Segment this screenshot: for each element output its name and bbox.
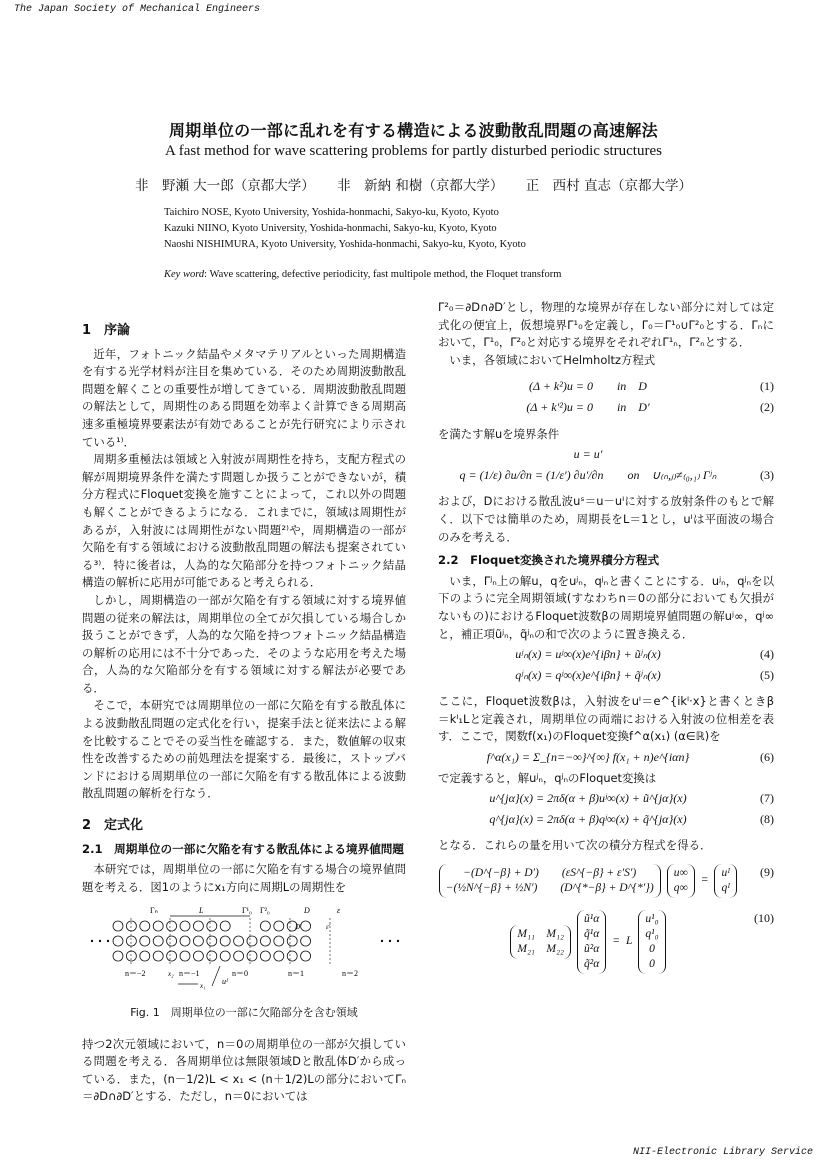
fig-label-dprime: D′ bbox=[295, 923, 302, 932]
ellipsis-dot bbox=[389, 940, 391, 942]
fig-label-n-minus-2: n＝−2 bbox=[125, 969, 146, 979]
right-column bbox=[438, 299, 774, 977]
right-para-8: となる．これらの量を用いて次の積分方程式を得る． bbox=[438, 838, 712, 853]
fig-label-gamma-02: Γ²₀ bbox=[260, 906, 270, 916]
right-para-4: および，Dにおける散乱波uˢ＝u－uᴵに対する放射条件のもとで解く．以下では簡単のため，周期長をL＝1とし，uᴵは平面波の場合のみを考える． bbox=[438, 494, 774, 544]
scatterer-circle bbox=[207, 951, 217, 961]
affiliation-3: Naoshi NISHIMURA, Kyoto University, Yoshida-honmachi, Sakyo-ku, Kyoto, Kyoto bbox=[164, 239, 526, 250]
scatterer-circle bbox=[301, 951, 311, 961]
scatterer-circle bbox=[167, 936, 177, 946]
author-1: 非 野瀬 大一郎（京都大学） bbox=[135, 178, 315, 194]
right-para-3: を満たす解uを境界条件 bbox=[438, 426, 560, 441]
section-2-after-figure: 持つ2次元領域において，n＝0の周期単位の一部が欠損している問題を考える．各周期単位は無限領域Dと散乱体D′から成っている．また，(n－1/2)L < x₁ < (n＋1/2)Lの部分においてΓₙ＝∂D∩∂D′とする．ただし，n＝0においては bbox=[82, 1036, 406, 1104]
scatterer-circle bbox=[220, 951, 230, 961]
fig-label-n-minus-1: n＝−1 bbox=[179, 969, 200, 979]
subsection-2-2-heading: 2.2 Floquet変換された境界積分方程式 bbox=[438, 553, 660, 568]
affiliations bbox=[164, 205, 526, 253]
scatterer-circle bbox=[274, 921, 284, 931]
scatterer-circle bbox=[140, 921, 150, 931]
scatterer-circle bbox=[207, 936, 217, 946]
scatterer-circle bbox=[247, 951, 257, 961]
scatterer-circle bbox=[167, 921, 177, 931]
ellipsis-dot bbox=[91, 940, 93, 942]
scatterer-circle bbox=[140, 951, 150, 961]
scatterer-circle bbox=[193, 921, 203, 931]
scatterer-circle bbox=[126, 921, 136, 931]
scatterer-circle bbox=[153, 936, 163, 946]
scatterer-circle bbox=[287, 951, 297, 961]
scatterer-circle bbox=[234, 951, 244, 961]
paper-title-japanese: 周期単位の一部に乱れを有する構造による波動散乱問題の高速解法 bbox=[168, 121, 658, 140]
figure-1-diagram bbox=[82, 904, 406, 994]
paper-title-english: A fast method for wave scattering problems for partly disturbed periodic structures bbox=[165, 143, 662, 159]
eq9-vector: u∞ q∞ bbox=[667, 864, 695, 898]
right-para-7: で定義すると，解uʲₙ，qʲₙのFloquet変換は bbox=[438, 770, 657, 785]
fig-label-ui: uᴵ bbox=[222, 977, 229, 987]
right-para-2: いま，各領域においてHelmholtz方程式 bbox=[449, 352, 656, 367]
right-para-1: Γ²₀＝∂D∩∂D′とし，物理的な境界が存在しない部分に対しては定式化の便宜上，仮想境界Γ¹₀を定義し，Γ₀＝Γ¹₀∪Γ²₀とする．Γₙにおいて，Γ¹₀，Γ²₀と対応する境界をそれぞれΓ¹ₙ，Γ²ₙとする． bbox=[438, 300, 774, 350]
scatterer-circle bbox=[180, 936, 190, 946]
scatterer-circle bbox=[220, 921, 230, 931]
scatterer-circle bbox=[274, 951, 284, 961]
right-para-6: ここに，Floquet波数βは，入射波をuᴵ＝e^{ikᴵ·x}と書くときβ＝kᴵ₁Lと定義され，周期単位の両端における入射波の位相差を表す．ここで，関数f(x₁)のFloquet変換f^α(x₁) (α∈ℝ)を bbox=[438, 694, 774, 744]
left-column bbox=[82, 318, 406, 1106]
eq9-rhs: uᴵ qᴵ bbox=[714, 864, 737, 898]
author-3: 正 西村 直志（京都大学） bbox=[525, 178, 692, 194]
fig-label-epsilon: ε bbox=[337, 906, 341, 916]
right-para-5: いま，Γʲₙ上の解u，qをuʲₙ，qʲₙと書くことにする．uʲₙ，qʲₙを以下のように完全周期領域(すなわちn＝0の部分においても欠損がないもの)におけるFloquet波数βの周期境界値問題の解uʲ∞，qʲ∞と，補正項ũʲₙ，q̃ʲₙの和で次のように置き換える． bbox=[438, 573, 774, 641]
scatterer-circle bbox=[140, 936, 150, 946]
ellipsis-dot bbox=[99, 940, 101, 942]
keyword-text: : Wave scattering, defective periodicity, fast multipole method, the Floquet transform bbox=[204, 269, 562, 280]
equation-3a: u = u′ bbox=[573, 447, 603, 462]
scatterer-circle bbox=[193, 951, 203, 961]
scatterer-circle bbox=[193, 936, 203, 946]
fig-label-x1: x₁ bbox=[200, 982, 206, 991]
section-1-para-4: そこで，本研究では周期単位の一部に欠陥を有する散乱体による波動散乱問題の定式化を行い，提案手法と従来法による解を比較することでその妥当性を確認する．また，数値解の収束性を改善するための前処理法を提案する．最後に，ストップバンドにおける周期単位の一部に欠陥を有する散乱体による波動散乱問題の解析を行なう． bbox=[82, 698, 406, 801]
scatterer-circle bbox=[207, 921, 217, 931]
scatterer-circle bbox=[113, 951, 123, 961]
scatterer-circle bbox=[180, 951, 190, 961]
ellipsis-dot bbox=[381, 940, 383, 942]
section-2-heading: 2 定式化 bbox=[82, 818, 144, 834]
fig-label-domain-d: D bbox=[304, 906, 310, 916]
eq10-matrix: M₁₁ M₁₂ M₂₁ M₂₂ bbox=[510, 925, 571, 959]
scatterer-circle bbox=[301, 921, 311, 931]
scatterer-circle bbox=[113, 936, 123, 946]
section-1-para-2: 周期多重極法は領域と入射波が周期性を持ち，支配方程式の解が周期境界条件を満たす問題しか扱うことができないが，積分方程式にFloquet変換を施すことによって，これ以外の問題も解くことができるようになる．これまでに，領域は周期性があるが，入射波には周期性がない問題²⁾や，周期構造の一部が欠陥を有する領域における波動散乱問題の解法も提案されている³⁾．特に後者は，人為的な欠陥部分を持つフォトニック結晶構造の解析に応用が可能であると考えられる． bbox=[82, 452, 406, 590]
fig-label-n-0: n＝0 bbox=[232, 969, 248, 979]
equation-6: f^α(x₁) = Σ_{n=−∞}^{∞} f(x₁ + n)e^{iαn} (6) bbox=[486, 750, 774, 765]
affiliation-2: Kazuki NIINO, Kyoto University, Yoshida-honmachi, Sakyo-ku, Kyoto, Kyoto bbox=[164, 223, 497, 234]
figure-1-caption: Fig. 1 周期単位の一部に欠陥部分を含む領域 bbox=[130, 1006, 358, 1019]
scatterer-circle bbox=[301, 936, 311, 946]
scatterer-circle bbox=[234, 936, 244, 946]
library-footer: NII-Electronic Library Service bbox=[632, 1147, 813, 1158]
fig-label-n-1: n＝1 bbox=[288, 969, 304, 979]
author-2: 非 新納 和樹（京都大学） bbox=[337, 178, 504, 194]
equation-1: (Δ + k²)u = 0 in D (1) bbox=[529, 379, 774, 394]
figure-1 bbox=[82, 904, 406, 1000]
fig-label-n-2: n＝2 bbox=[342, 969, 358, 979]
scatterer-circle bbox=[180, 921, 190, 931]
scatterer-circle bbox=[274, 936, 284, 946]
keyword-label: Key word bbox=[164, 269, 205, 280]
ellipsis-dot bbox=[397, 940, 399, 942]
equation-5: qʲₙ(x) = qʲ∞(x)e^{iβn} + q̃ʲₙ(x) (5) bbox=[515, 667, 774, 682]
fig-label-x2: x₂ bbox=[168, 970, 174, 979]
equation-9: −(D^{−β} + D′) (εS^{−β} + ε′S′) −(½N^{−β} + ½N′) (D^{*−β} + D^{*′}) u∞ q∞ = uᴵ qᴵ (9) bbox=[438, 864, 774, 898]
affiliation-1: Taichiro NOSE, Kyoto University, Yoshida-honmachi, Sakyo-ku, Kyoto, Kyoto bbox=[164, 207, 499, 218]
equation-10: M₁₁ M₁₂ M₂₁ M₂₂ ũ¹α q̃¹α ũ²α q̃²α = L u¹₀ q¹₀ 0 0 (10) bbox=[438, 910, 774, 974]
keywords bbox=[164, 269, 561, 280]
scatterer-circle bbox=[260, 936, 270, 946]
author-line bbox=[0, 174, 827, 194]
equation-7: u^{jα}(x) = 2πδ(α + β)uʲ∞(x) + ũ^{jα}(x) (7) bbox=[489, 791, 774, 806]
scatterer-circle bbox=[126, 951, 136, 961]
subsection-2-1-para: 本研究では，周期単位の一部に欠陥を有する場合の境界値問題を考える．図1のようにx₁方向に周期Lの周期性を bbox=[82, 862, 406, 894]
eq10-rhs: u¹₀ q¹₀ 0 0 bbox=[638, 910, 665, 974]
incident-wave-arrow bbox=[212, 966, 220, 986]
journal-header: The Japan Society of Mechanical Engineers bbox=[14, 4, 261, 15]
scatterer-circle bbox=[113, 921, 123, 931]
eq10-vector: ũ¹α q̃¹α ũ²α q̃²α bbox=[577, 910, 606, 974]
section-1-para-1: 近年，フォトニック結晶やメタマテリアルといった周期構造を有する光学材料が注目を集めている．そのため周期波動散乱問題を解くことの重要性が増してきている．周期波動散乱問題の解法として，周期性のある問題を効率よく計算できる周期高速多重極境界要素法が有効であることが先行研究により示されている¹⁾． bbox=[82, 346, 406, 449]
scatterer-circle bbox=[287, 936, 297, 946]
fig-label-gamma-01: Γ¹₀ bbox=[242, 906, 252, 916]
section-1-heading: 1 序論 bbox=[82, 323, 131, 338]
eq9-matrix: −(D^{−β} + D′) (εS^{−β} + ε′S′) −(½N^{−β} + ½N′) (D^{*−β} + D^{*′}) bbox=[439, 864, 661, 898]
scatterer-circle bbox=[153, 921, 163, 931]
equation-3: q = (1/ε) ∂u/∂n = (1/ε′) ∂u′/∂n on ∪₍ₙ,ⱼ₎≠₍₀,₁₎ Γʲₙ (3) bbox=[459, 467, 774, 482]
scatterer-circle bbox=[167, 951, 177, 961]
scatterer-circle bbox=[220, 936, 230, 946]
subsection-2-1-heading: 2.1 周期単位の一部に欠陥を有する散乱体による境界値問題 bbox=[82, 841, 404, 856]
scatterer-circle bbox=[153, 951, 163, 961]
scatterer-circle bbox=[260, 921, 270, 931]
scatterer-circle bbox=[247, 936, 257, 946]
scatterer-circle bbox=[260, 951, 270, 961]
fig-label-gamma-n: Γₙ bbox=[150, 906, 158, 916]
equation-4: uʲₙ(x) = uʲ∞(x)e^{iβn} + ũʲₙ(x) (4) bbox=[515, 647, 774, 662]
fig-label-epsprime: ε′ bbox=[326, 923, 331, 932]
equation-2: (Δ + k′²)u = 0 in D′ (2) bbox=[526, 399, 774, 414]
fig-label-period: L bbox=[199, 906, 204, 916]
section-1-para-3: しかし，周期構造の一部が欠陥を有する領域に対する境界値問題の従来の解法は，周期単位の全てが欠損している場合しか扱うことができず，人為的な欠陥を持つフォトニック結晶構造の解析の応用には不十分であった．そのような応用を考えた場合，人為的な欠陥部分を有する領域に対する解法が必要である． bbox=[82, 592, 406, 695]
ellipsis-dot bbox=[107, 940, 109, 942]
equation-8: q^{jα}(x) = 2πδ(α + β)qʲ∞(x) + q̃^{jα}(x) (8) bbox=[489, 811, 774, 826]
scatterer-circle bbox=[126, 936, 136, 946]
